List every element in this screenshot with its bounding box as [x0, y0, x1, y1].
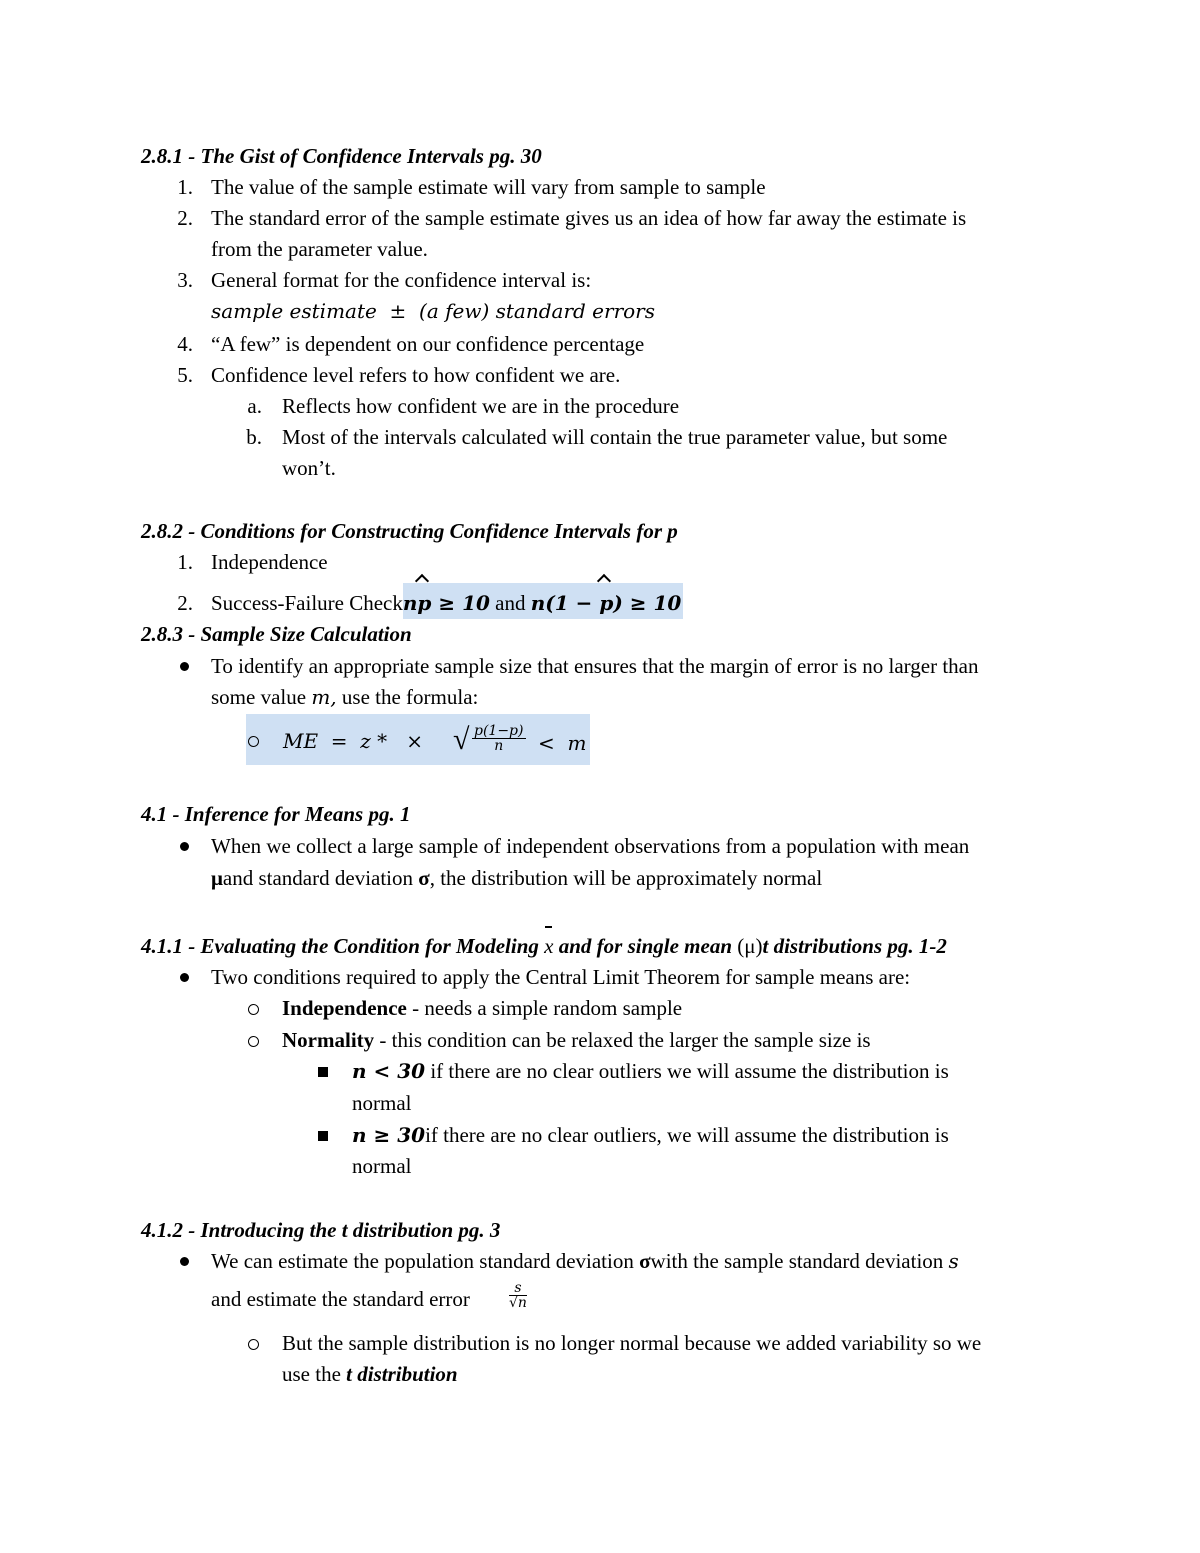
condition-n-ge-30: n ≥ 30 [352, 1123, 426, 1147]
formula-ge-10: ≥ 10 [431, 591, 490, 615]
list-item: General format for the confidence interval is: [211, 268, 592, 292]
text-part: with the sample standard deviation [650, 1249, 949, 1273]
math-m: m, [311, 685, 337, 709]
bullet-text-continuation [211, 1285, 470, 1313]
bullet-text: To identify an appropriate sample size that ensures that the margin of error is no larger than [211, 654, 979, 678]
me-formula-right: < m [538, 731, 587, 755]
text-part: if there are no clear outliers, we will assume the distribution is [425, 1123, 949, 1147]
formula-n: n [402, 591, 418, 615]
normality-label: Normality [282, 1028, 375, 1052]
x-bar-symbol: x [544, 934, 554, 958]
fraction-denominator: √n [509, 1295, 527, 1311]
list-number: 5. [177, 363, 193, 387]
t-distribution-term: t distribution [346, 1362, 458, 1386]
me-fraction [472, 724, 526, 753]
bullet-circle [248, 1339, 259, 1350]
bullet-circle [248, 736, 259, 747]
standard-error-fraction [509, 1281, 527, 1310]
formula-p-hat-2: p [599, 591, 614, 615]
section-heading-2-8-1: 2.8.1 - The Gist of Confidence Intervals pg. 30 [141, 144, 542, 168]
section-heading-4-1: 4.1 - Inference for Means pg. 1 [141, 802, 411, 826]
text-part: use the [282, 1362, 347, 1386]
text-part: , the distribution will be approximately normal [429, 866, 823, 890]
section-heading-4-1-2: 4.1.2 - Introducing the t distribution pg. 3 [141, 1218, 501, 1242]
list-item-continuation: from the parameter value. [211, 237, 428, 261]
independence-label: Independence [282, 996, 407, 1020]
list-number: 2. [177, 206, 193, 230]
ci-formula: sample estimate ± (a few) standard errors [211, 299, 656, 323]
text-part: and estimate the standard error [211, 1287, 470, 1311]
bullet-dot [180, 973, 189, 982]
sublist-letter: a. [247, 394, 262, 418]
sublist-item: Reflects how confident we are in the procedure [282, 394, 680, 418]
sub-sub-bullet-text [352, 1057, 949, 1085]
section-heading-2-8-3: 2.8.3 - Sample Size Calculation [141, 622, 412, 646]
sqrt-sign: √ [453, 723, 470, 756]
list-item: Confidence level refers to how confident we are. [211, 363, 621, 387]
sigma-symbol: σ [418, 866, 430, 890]
sub-bullet-text [282, 1026, 871, 1054]
list-item: “A few” is dependent on our confidence percentage [211, 332, 645, 356]
math-s: s [948, 1249, 959, 1273]
list-item: The standard error of the sample estimate gives us an idea of how far away the estimate is [211, 206, 967, 230]
bullet-circle [248, 1036, 259, 1047]
sigma-symbol: σ [639, 1249, 651, 1273]
formula-and: and [489, 591, 531, 615]
text-part: use the formula: [336, 685, 479, 709]
sub-sub-bullet-text [352, 1121, 949, 1149]
section-heading-2-8-2: 2.8.2 - Conditions for Constructing Confidence Intervals for p [141, 519, 678, 543]
bullet-text [211, 1247, 959, 1275]
text-part: and standard deviation [222, 866, 419, 890]
list-item: The value of the sample estimate will vary from sample to sample [211, 175, 766, 199]
sub-sub-bullet-continuation: normal [352, 1154, 412, 1178]
text-part: We can estimate the population standard deviation [211, 1249, 640, 1273]
section-heading-4-1-1 [141, 932, 947, 960]
list-number: 4. [177, 332, 193, 356]
sub-sub-bullet-continuation: normal [352, 1091, 412, 1115]
text-part: some value [211, 685, 312, 709]
formula-p-hat: p [417, 591, 432, 615]
sublist-letter: b. [246, 425, 262, 449]
formula-n-1-minus: n(1 − [530, 591, 600, 615]
bullet-text-continuation [211, 683, 478, 711]
sub-bullet-continuation [282, 1360, 458, 1388]
mu-symbol: (μ) [737, 934, 763, 958]
me-formula-left: ME = z * × [283, 729, 436, 753]
text-part: - needs a simple random sample [406, 996, 683, 1020]
text-part: - this condition can be relaxed the larger the sample size is [374, 1028, 871, 1052]
list-item: Independence [211, 550, 328, 574]
fraction-denominator: n [494, 738, 504, 754]
list-item [211, 589, 683, 619]
sub-bullet-text: But the sample distribution is no longer normal because we added variability so we [282, 1331, 982, 1355]
bullet-dot [180, 842, 189, 851]
bullet-circle [248, 1004, 259, 1015]
list-number: 3. [177, 268, 193, 292]
heading-part: t distributions pg. 1-2 [762, 934, 947, 958]
success-failure-formula [403, 583, 683, 619]
heading-part: and for single mean [553, 934, 738, 958]
text-part: if there are no clear outliers we will assume the distribution is [425, 1059, 949, 1083]
fraction-numerator: s [509, 1281, 527, 1296]
heading-part: 4.1.1 - Evaluating the Condition for Modeling [141, 934, 545, 958]
bullet-dot [180, 662, 189, 671]
mu-symbol: μ [211, 866, 223, 890]
bullet-text: When we collect a large sample of independent observations from a population with mean [211, 834, 970, 858]
bullet-text-continuation [211, 864, 822, 892]
sub-bullet-text [282, 994, 682, 1022]
formula-ge-10-2: ) ≥ 10 [613, 591, 682, 615]
bullet-square [318, 1067, 328, 1077]
bullet-dot [180, 1257, 189, 1266]
success-failure-label: Success-Failure Check [211, 591, 403, 615]
bullet-text: Two conditions required to apply the Central Limit Theorem for sample means are: [211, 965, 911, 989]
sublist-item-continuation: won’t. [282, 456, 336, 480]
bullet-square [318, 1131, 328, 1141]
fraction-numerator: p(1−p) [474, 723, 524, 739]
condition-n-lt-30: n < 30 [352, 1059, 426, 1083]
list-number: 1. [177, 550, 193, 574]
list-number: 1. [177, 175, 193, 199]
sublist-item: Most of the intervals calculated will contain the true parameter value, but some [282, 425, 948, 449]
list-number: 2. [177, 591, 193, 615]
